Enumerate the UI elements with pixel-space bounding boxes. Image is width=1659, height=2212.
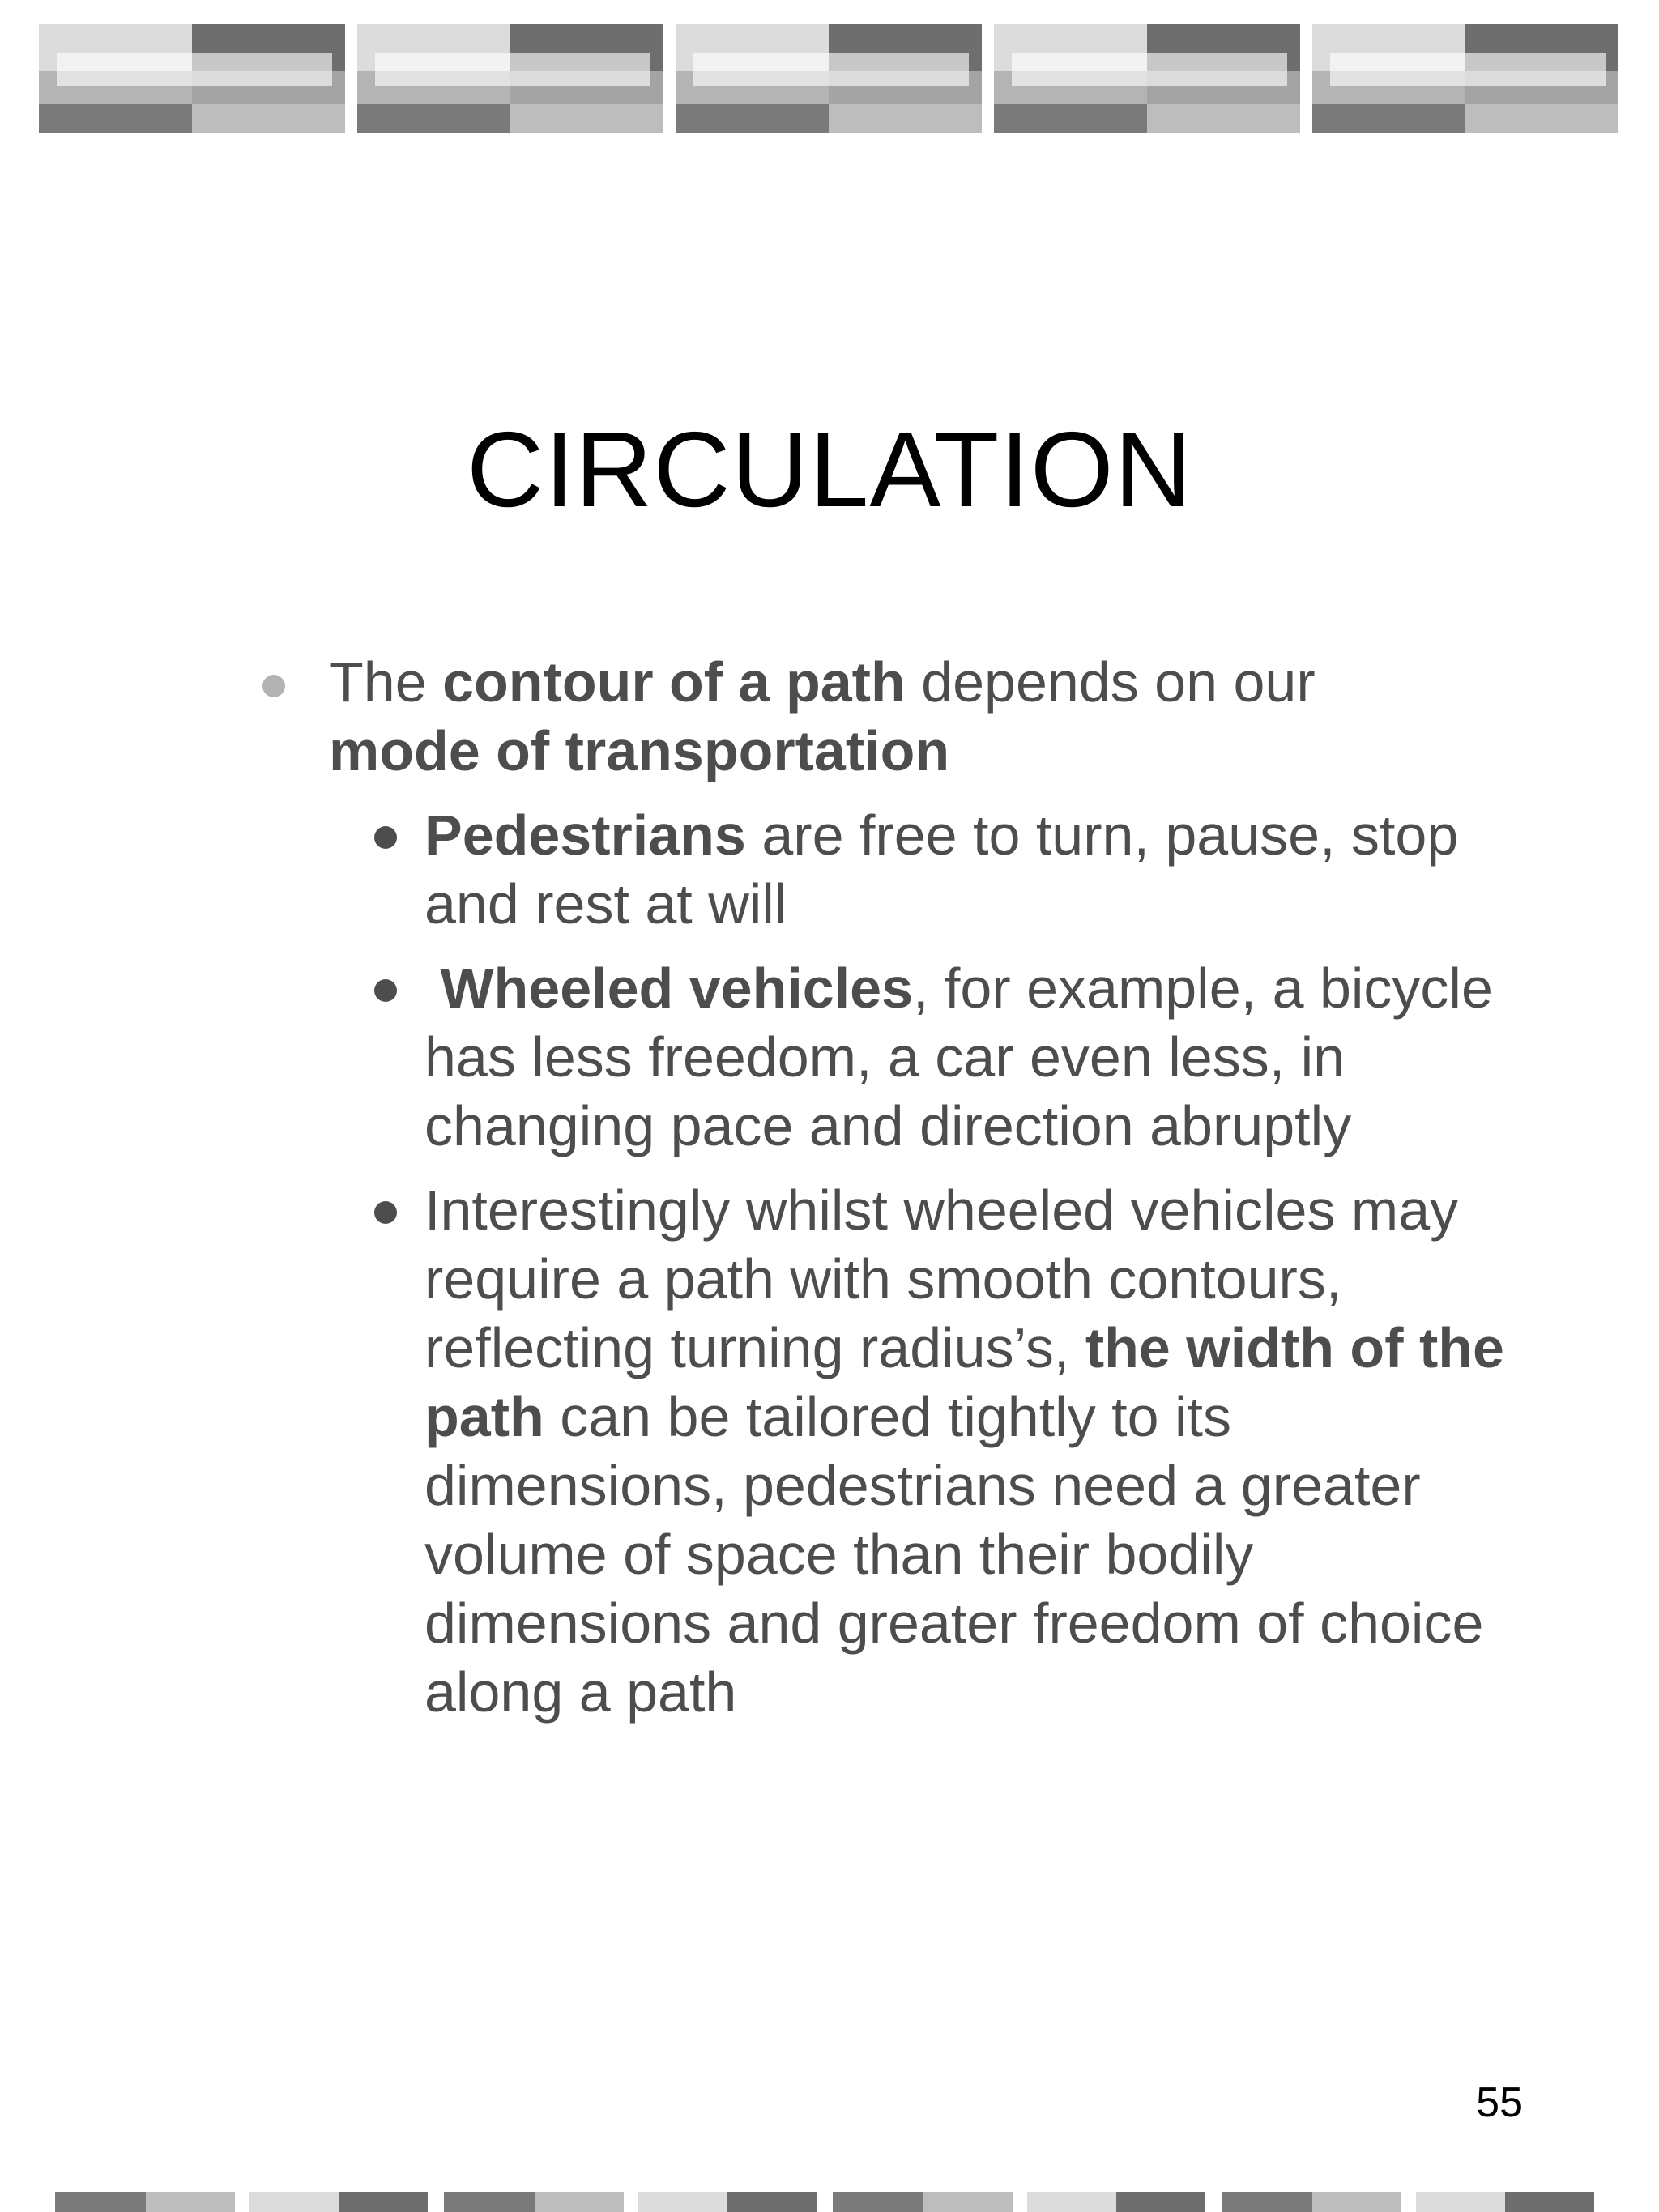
bullet-dot-icon: [374, 826, 397, 849]
bullet-item: [243, 648, 1539, 786]
sub-bullet-item: [243, 954, 1539, 1161]
bullet-dot-icon: [262, 675, 285, 697]
banner-tile: [357, 24, 663, 133]
page-number: 55: [1476, 2079, 1523, 2126]
bullet-list: [243, 648, 1539, 1727]
top-decorative-banner: [39, 24, 1618, 133]
banner-tile: [994, 24, 1300, 133]
bullet-dot-icon: [374, 979, 397, 1002]
bullet-text: Wheeled vehicles, for example, a bicycle has less freedom, a car even less, in changing pace and direction abruptly: [424, 957, 1493, 1157]
bullet-text: The contour of a path depends on our mode of transportation: [329, 650, 1316, 782]
banner-tile: [1312, 24, 1618, 133]
slide-title: CIRCULATION: [467, 410, 1192, 529]
bottom-decorative-strip: [55, 2192, 1602, 2212]
bullet-text: Interestingly whilst wheeled vehicles may require a path with smooth contours, reflecting turning radius’s, the width of the path can be tailored tightly to its dimensions, pedestrians need a greater volume of space than their bodily dimensions and greater freedom of choice along a path: [424, 1178, 1504, 1724]
banner-tile: [39, 24, 345, 133]
bullet-text: Pedestrians are free to turn, pause, stop and rest at will: [424, 803, 1459, 936]
sub-bullet-item: [243, 1176, 1539, 1727]
bullet-dot-icon: [374, 1201, 397, 1224]
sub-bullet-item: [243, 801, 1539, 939]
banner-tile: [676, 24, 982, 133]
